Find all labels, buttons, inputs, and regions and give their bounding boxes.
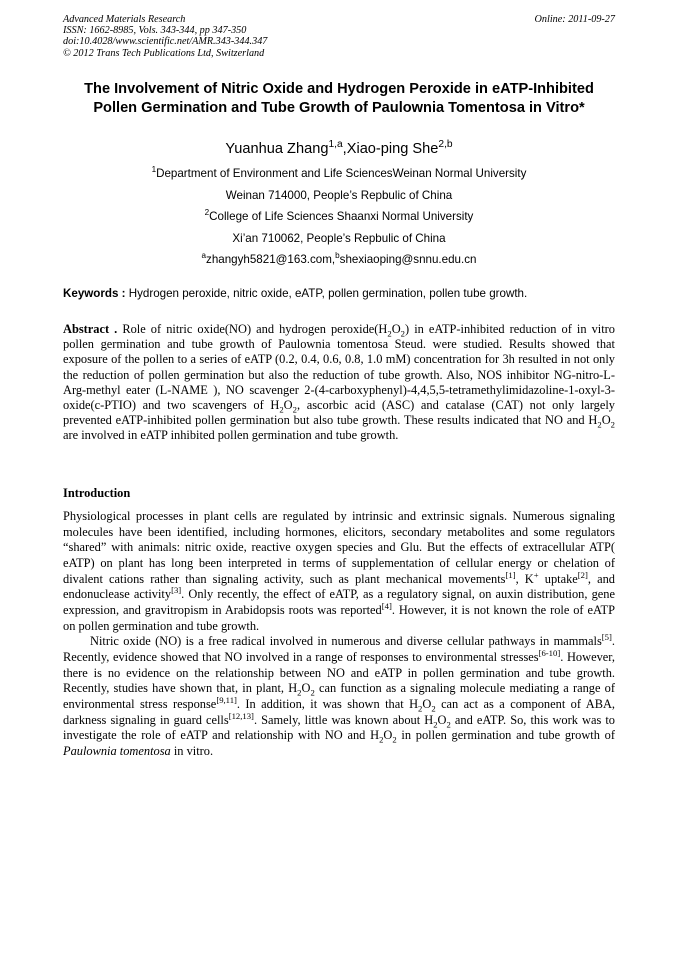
affiliation-2 [63, 210, 615, 224]
body-text: can function as a signaling molecule mediating a range of environmental stress response [63, 681, 615, 711]
citation: [3] [171, 585, 182, 596]
subscript: 2 [387, 328, 392, 339]
author-list [63, 140, 615, 158]
abstract-text: ) in eATP-inhibited reduction of in vitro pollen germination and tube growth of Paulownia tomentosa Steud. were studied. Results showed that exposure of the pollen to a series of eATP (0.2, 0.4, 0.6, 0.8, 1.0 mM) concentration for 3h resulted in not only the reduction of pollen germination but also the reduction of tube growth. Also, NOS inhibitor NG-nitro-L-Arg-methyl eater (L-NAME ), NO scavenger 2-(4-carboxyphenyl)-4,4,5,5-tetramethylimidazoline-1-oxyl-3- oxide(c-PTIO) and two scavengers of H [63, 322, 616, 413]
subscript: 2 [431, 703, 436, 714]
abstract-text: O [601, 413, 611, 428]
body-text: in pollen germination and tube growth of [396, 728, 615, 743]
affiliation-1-address: Weinan 714000, People’s Repbulic of China [225, 189, 453, 202]
abstract-text: O [391, 322, 401, 336]
subscript: 2 [610, 419, 615, 430]
copyright-line: © 2012 Trans Tech Publications Ltd, Switzerland [63, 47, 265, 59]
subscript: 2 [297, 687, 302, 698]
email-line [63, 253, 615, 267]
subscript: 2 [597, 419, 602, 430]
subscript: 2 [433, 719, 438, 729]
affiliation-1 [63, 167, 615, 181]
body-text: . In addition, it was shown that H [236, 696, 419, 711]
paper-title: The Involvement of Nitric Oxide and Hydrogen Peroxide in eATP-Inhibited Pollen Germination and Tube Growth of Paulownia Tomentosa in Vitro* [84, 81, 594, 116]
online-date: Online: 2011-09-27 [534, 14, 615, 25]
subscript: 2 [446, 719, 451, 729]
subscript: 2 [279, 404, 284, 415]
email-mark: b [335, 251, 340, 261]
citation: [12,13] [228, 710, 254, 721]
email-address: shexiaoping@snnu.edu.cn [339, 253, 477, 266]
subscript: 2 [392, 734, 397, 745]
abstract-label: Abstract . [63, 322, 118, 336]
body-text: , K [515, 571, 534, 586]
citation: [1] [505, 569, 516, 580]
body-text: can act as a component of ABA, darkness signaling in guard cells [63, 696, 616, 727]
affiliation-mark: 2 [204, 208, 210, 218]
citation: [6-10] [538, 647, 561, 658]
subscript: 2 [292, 404, 297, 415]
email-address: zhangyh5821@163.com, [206, 253, 336, 266]
body-text: in vitro. [170, 743, 214, 758]
body-text: , and endonuclease activity [63, 571, 615, 602]
section-heading-introduction: Introduction [63, 486, 131, 500]
citation: [4] [381, 600, 392, 611]
abstract-text: are involved in eATP inhibited pollen germination and tube growth. [63, 428, 399, 443]
body-text: O [301, 681, 311, 696]
subscript: 2 [379, 734, 384, 745]
body-text: O [437, 712, 447, 727]
introduction-body [63, 509, 615, 760]
affiliation-text: College of Life Sciences Shaanxi Normal University [209, 210, 474, 223]
body-text: . Samely, little was known about H [253, 712, 434, 727]
abstract-text: Role of nitric oxide(NO) and hydrogen peroxide(H [117, 322, 388, 336]
abstract-text: , ascorbic acid (ASC) and catalase (CAT) not only largely prevented eATP-inhibited pollen germination but also tube growth. These results indicated that NO and H [63, 398, 616, 428]
body-text: . However, it is not known the role of eATP on pollen germination and tube growth. [63, 602, 615, 633]
body-text: Nitric oxide (NO) is a free radical involved in numerous and diverse cellular pathways in mammals [90, 634, 602, 649]
body-text: . However, there is no evidence on the relationship between NO and eATP in pollen germination and tube growth. Recently, studies have shown that, in plant, H [63, 649, 615, 696]
body-text: . Recently, evidence showed that NO involved in a range of responses to environmental stresses [63, 634, 615, 664]
body-text: and eATP. So, this work was to investigate the role of eATP and relationship with NO and H [63, 712, 615, 743]
body-text: O [383, 728, 393, 743]
journal-name: Advanced Materials Research [63, 14, 186, 25]
author-affiliation-mark: 2,b [438, 139, 453, 151]
body-text: uptake [538, 571, 578, 586]
doi-line: doi:10.4028/www.scientific.net/AMR.343-344.347 [63, 36, 268, 48]
citation: [5] [601, 632, 612, 643]
body-text: . Only recently, the effect of eATP, as a regulatory signal, on auxin distribution, gene expression, and gravitropism in Arabidopsis roots was reported [63, 587, 616, 617]
paragraph [63, 509, 615, 634]
author-affiliation-mark: 1,a [328, 139, 343, 151]
subscript: 2 [400, 328, 405, 339]
running-header [63, 14, 615, 59]
author-name: Yuanhua Zhang [225, 141, 329, 157]
body-text: O [422, 696, 432, 711]
issn-line: ISSN: 1662-8985, Vols. 343-344, pp 347-350 [63, 25, 247, 37]
keywords-text: Hydrogen peroxide, nitric oxide, eATP, pollen germination, pollen tube growth. [125, 287, 528, 300]
body-text: Physiological processes in plant cells are regulated by intrinsic and extrinsic signals. Numerous signaling molecules have been identified, including hormones, elicitors, secondary metabolites and some regulators “shared” with animals: nitric oxide, reactive oxygen species and Glu. But the effects of extracellular ATP( eATP) on plant has long been interpreted in terms of supplementation of cellular energy or chelation of divalent cations rather than signaling activity, such as plant mechanical movements [63, 509, 615, 586]
author-separator: , [342, 141, 347, 157]
subscript: 2 [310, 687, 315, 698]
citation: [9,11] [216, 694, 237, 705]
affiliation-mark: 1 [151, 165, 157, 175]
species-name: Paulownia tomentosa [63, 743, 171, 758]
keywords-label: Keywords : [63, 287, 126, 300]
paragraph [63, 634, 615, 759]
affiliation-2-address: Xi’an 710062, People’s Repbulic of China [232, 232, 446, 245]
keywords [63, 287, 615, 301]
author-name: Xiao-ping She [346, 141, 439, 157]
abstract [63, 322, 615, 444]
affiliation-text: Department of Environment and Life SciencesWeinan Normal University [156, 167, 527, 180]
subscript: 2 [418, 703, 423, 714]
email-mark: a [201, 251, 207, 261]
abstract-text: O [283, 398, 293, 413]
citation: [2] [577, 569, 588, 580]
superscript: + [533, 569, 539, 580]
